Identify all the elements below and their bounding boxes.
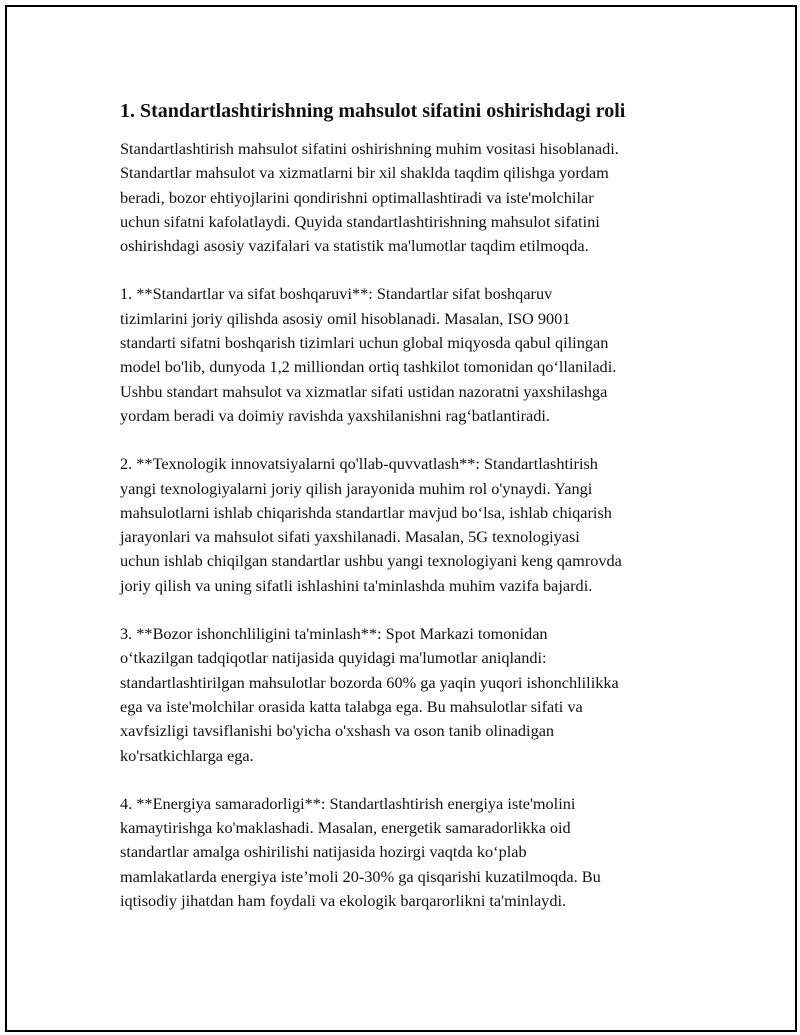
paragraph-line: standartlar amalga oshirilishi natijasida hozirgi vaqtda ko‘plab <box>120 842 527 862</box>
paragraph-line: ko'rsatkichlarga ega. <box>120 745 254 765</box>
paragraph-line: beradi, bozor ehtiyojlarini qondirishni optimallashtiradi va iste'molchilar <box>120 187 594 207</box>
intro-paragraph <box>120 137 700 258</box>
innovation-paragraph <box>120 452 700 598</box>
standards-quality-paragraph <box>120 282 700 428</box>
paragraph-line: 4. **Energiya samaradorligi**: Standartlashtirish energiya iste'molini <box>120 793 576 813</box>
paragraph-line: standarti sifatni boshqarish tizimlari uchun global miqyosda qabul qilingan <box>120 333 609 353</box>
paragraph-line: o‘tkazilgan tadqiqotlar natijasida quyidagi ma'lumotlar aniqlandi: <box>120 648 547 668</box>
paragraph-line: kamaytirishga ko'maklashadi. Masalan, energetik samaradorlikka oid <box>120 818 571 838</box>
paragraph-line: yangi texnologiyalarni joriy qilish jarayonida muhim rol o'ynaydi. Yangi <box>120 478 593 498</box>
paragraph-line: standartlashtirilgan mahsulotlar bozorda 60% ga yaqin yuqori ishonchlilikka <box>120 672 619 692</box>
paragraph-line: 2. **Texnologik innovatsiyalarni qo'llab-quvvatlash**: Standartlashtirish <box>120 454 598 474</box>
paragraph-line: Ushbu standart mahsulot va xizmatlar sifati ustidan nazoratni yaxshilashga <box>120 381 608 401</box>
paragraph-line: mahsulotlarni ishlab chiqarishda standartlar mavjud bo‘lsa, ishlab chiqarish <box>120 502 612 522</box>
document-body <box>120 97 700 937</box>
paragraph-line: oshirishdagi asosiy vazifalari va statistik ma'lumotlar taqdim etilmoqda. <box>120 236 589 256</box>
paragraph-line: joriy qilish va uning sifatli ishlashini ta'minlashda muhim vazifa bajardi. <box>120 575 593 595</box>
paragraph-line: yordam beradi va doimiy ravishda yaxshilanishni rag‘batlantiradi. <box>120 405 550 425</box>
energy-efficiency-paragraph <box>120 792 700 913</box>
paragraph-line: xavfsizligi tavsiflanishi bo'yicha o'xshash va oson tanib olinadigan <box>120 721 555 741</box>
paragraph-line: 3. **Bozor ishonchliligini ta'minlash**: Spot Markazi tomonidan <box>120 624 548 644</box>
document-page <box>5 5 797 1032</box>
paragraph-line: iqtisodiy jihatdan ham foydali va ekologik barqarorlikni ta'minlaydi. <box>120 891 567 911</box>
paragraph-line: Standartlar mahsulot va xizmatlarni bir xil shaklda taqdim qilishga yordam <box>120 163 609 183</box>
paragraph-line: model bo'lib, dunyoda 1,2 milliondan ortiq tashkilot tomonidan qo‘llaniladi. <box>120 357 617 377</box>
paragraph-line: tizimlarini joriy qilishda asosiy omil hisoblanadi. Masalan, ISO 9001 <box>120 308 571 328</box>
section-heading: 1. Standartlashtirishning mahsulot sifatini oshirishdagi roli <box>120 100 626 122</box>
paragraph-line: mamlakatlarda energiya iste’moli 20-30% ga qisqarishi kuzatilmoqda. Bu <box>120 866 601 886</box>
paragraph-line: ega va iste'molchilar orasida katta talabga ega. Bu mahsulotlar sifati va <box>120 696 583 716</box>
paragraph-line: jarayonlari va mahsulot sifati yaxshilanadi. Masalan, 5G texnologiyasi <box>120 527 580 547</box>
paragraph-line: uchun ishlab chiqilgan standartlar ushbu yangi texnologiyani keng qamrovda <box>120 551 622 571</box>
paragraph-line: uchun sifatni kafolatlaydi. Quyida standartlashtirishning mahsulot sifatini <box>120 211 600 231</box>
paragraph-line: Standartlashtirish mahsulot sifatini oshirishning muhim vositasi hisoblanadi. <box>120 139 619 158</box>
paragraph-line: 1. **Standartlar va sifat boshqaruvi**: Standartlar sifat boshqaruv <box>120 284 553 304</box>
market-reliability-paragraph <box>120 622 700 768</box>
